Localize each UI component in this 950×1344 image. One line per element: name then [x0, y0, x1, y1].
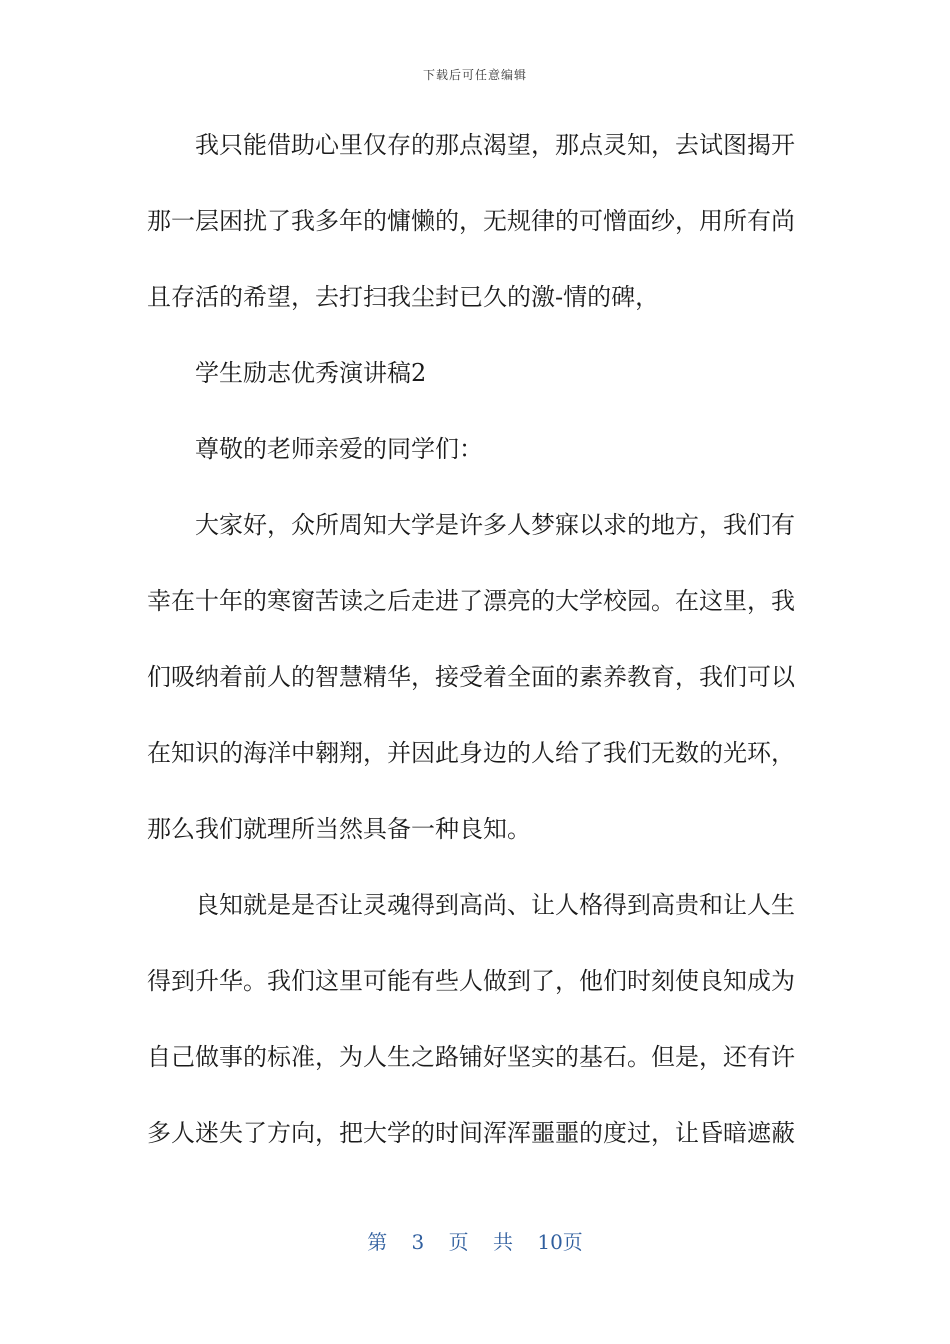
section-heading: 学生励志优秀演讲稿2: [195, 359, 427, 387]
text-line: 良知就是是否让灵魂得到高尚、让人格得到高贵和让人生: [195, 891, 795, 919]
text-line: 幸在十年的寒窗苦读之后走进了漂亮的大学校园。在这里，我: [147, 587, 795, 615]
footer-prefix: 第: [367, 1230, 388, 1254]
text-line: 多人迷失了方向，把大学的时间浑浑噩噩的度过，让昏暗遮蔽: [147, 1119, 795, 1147]
text-line: 那么我们就理所当然具备一种良知。: [147, 815, 531, 843]
text-line: 大家好，众所周知大学是许多人梦寐以求的地方，我们有: [195, 511, 795, 539]
page-footer: [0, 1226, 950, 1255]
text-line: 那一层困扰了我多年的慵懒的，无规律的可憎面纱，用所有尚: [147, 207, 795, 235]
footer-page-word: 页: [448, 1230, 469, 1254]
text-line: 在知识的海洋中翱翔，并因此身边的人给了我们无数的光环，: [147, 739, 795, 767]
document-body: [147, 126, 797, 1190]
footer-total-prefix: 共: [493, 1230, 513, 1254]
text-line: 自己做事的标准，为人生之路铺好坚实的基石。但是，还有许: [147, 1043, 795, 1071]
page-header: 下载后可任意编辑: [422, 68, 527, 82]
total-pages: 10页: [537, 1230, 583, 1254]
text-line: 且存活的希望，去打扫我尘封已久的激-情的碑，: [147, 283, 660, 311]
salutation: 尊敬的老师亲爱的同学们：: [195, 435, 483, 463]
text-line: 得到升华。我们这里可能有些人做到了，他们时刻使良知成为: [147, 967, 795, 995]
current-page-number: 3: [411, 1230, 425, 1254]
text-line: 我只能借助心里仅存的那点渴望，那点灵知，去试图揭开: [195, 131, 795, 159]
text-line: 们吸纳着前人的智慧精华，接受着全面的素养教育，我们可以: [147, 663, 795, 691]
